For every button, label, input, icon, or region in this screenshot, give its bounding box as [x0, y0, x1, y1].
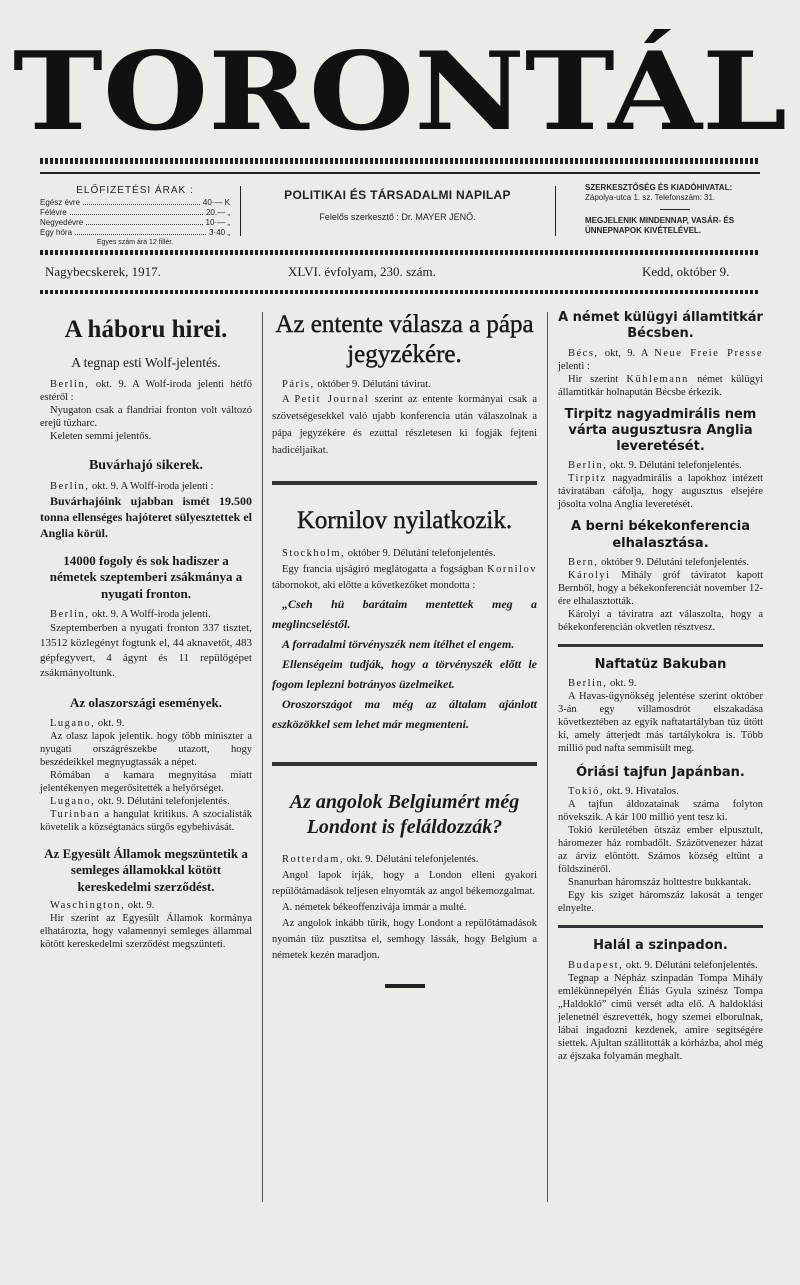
article-paragraph: A tajfun áldozatainak száma folyton növekszik. A kár 100 millió yent tesz ki. — [558, 799, 763, 824]
article-paragraph: Az olasz lapok jelentik. hogy több miniszter a nyugati országrészekbe utazott, hogy beszédeikkel megnyugtassák a népet. — [40, 731, 252, 769]
paper-subtitle: POLITIKAI ÉS TÁRSADALMI NAPILAP — [284, 188, 511, 202]
article-place: Stockholm, — [282, 547, 346, 559]
section-rule — [558, 925, 763, 928]
article-title: Az olaszországi események. — [70, 694, 222, 710]
article-paragraph: Nyugaton csak a flandriai fronton volt változó erejü tüzharc. — [40, 404, 252, 429]
article-paragraph: Rómában a kamara megnyitása miatt jelentékenyen megerősitették a helyőrséget. — [40, 770, 252, 795]
article-place: Berlin, — [50, 378, 90, 390]
article-place: Turinban — [50, 809, 101, 821]
price-row: Egész évre 40·— K — [40, 198, 230, 207]
quote: A forradalmi törvényszék nem itélhet el engem. — [282, 636, 515, 651]
article-paragraph: Keleten semmi jelentős. — [50, 430, 152, 442]
person-name: Károlyi — [568, 569, 611, 581]
masthead-ornament-top — [40, 158, 760, 164]
article-place: Páris, — [282, 379, 315, 390]
article-paragraph: A. németek békeoffenzivája immár a multé. — [282, 901, 467, 913]
article-place: Berlin, — [568, 678, 608, 689]
article-title: A német külügyi államtitkár Bécsben. — [558, 310, 763, 342]
newspaper-name: Petit Journal — [294, 394, 370, 405]
price-row: Egy hóra 3·40 „ — [40, 228, 230, 237]
section-rule — [272, 481, 537, 485]
article-place: Lugano, — [50, 796, 96, 808]
article-title: Óriási tajfun Japánban. — [576, 765, 745, 780]
dateline-ornament — [40, 290, 760, 294]
masthead-ornament-bottom — [40, 250, 760, 255]
dateline-date: Kedd, október 9. — [642, 264, 730, 279]
article-place: Budapest, — [568, 959, 624, 971]
article-place: Waschington, — [50, 899, 126, 911]
article-paragraph: Tokió kerületében ötszáz ember elpusztult, háromezer ház rombadőlt. Százötvenezer házat az árviz elöntött. Számos község eltünt a földszinéről. — [558, 825, 763, 876]
publication-schedule: MEGJELENIK MINDENNAP, VASÁR- ÉS ÜNNEPNAPOK KIVÉTELÉVEL. — [585, 216, 735, 235]
article-place: Tokió, — [568, 786, 604, 798]
article-paragraph: Szeptemberben a nyugati fronton 337 tisztet, 13512 közlegényt fogtunk el, 44 aknavetőt, 483 gépfegyvert, 4 ágynt és 11 repülőgépet zsákmányoltunk. — [40, 621, 252, 679]
article-paragraph: Károlyi a táviratra azt válaszolta, hogy a békekonferencián okvetlen résztvesz. — [558, 608, 763, 633]
office-heading: SZERKESZTŐSÉG ÉS KIADÓHIVATAL: — [585, 183, 733, 192]
article-place: Berlin, — [50, 481, 90, 493]
section-rule — [272, 762, 537, 766]
single-issue-price: Egyes szám ára 12 fillér. — [96, 239, 174, 246]
article-paragraph: A Havas-ügynökség jelentése szerint október 3-án egy villamosdrót elszakadása következtében az egyik naftatartályban tüz ütött ki, amely átterjedt más tartálykokra is. Több millió pud nafta semmisült meg. — [558, 691, 763, 754]
article-title: Tirpitz nagyadmirális nem várta augusztusra Anglia leveretését. — [564, 406, 757, 454]
article-title: 14000 fogoly és sok hadiszer a németek szeptemberi zsákmánya a nyugati fronton. — [49, 553, 243, 601]
dateline-place: Nagybecskerek, 1917. — [45, 264, 161, 279]
masthead-divider — [555, 186, 556, 236]
column-divider — [262, 312, 263, 1202]
article-title: Az Egyesült Államok megszüntetik a semleges államokkal kötött kereskedelmi szerződést. — [44, 846, 248, 894]
editor-line: Felelős szerkesztő : Dr. MAYER JENŐ. — [319, 212, 476, 222]
column-1: A háboru hirei. A tegnap esti Wolf-jelentés. Berlin, okt. 9. A Wolf-iroda jelenti hétfő estéről : Nyugaton csak a flandriai fronton volt változó erejü tüzharc. Keleten semmi jelentős. Buvárhajó sikerek. Berlin, okt. 9. A Wolff-iroda jelenti : Buvárhajóink ujabban ismét 19.500 tonna ellenséges hajóteret sülyesztettek el Anglia körül. 14000 fogoly és sok hadiszer a németek szeptemberi zsákmánya a nyugati fronton. Berlin, okt. 9. A Wolff-iroda jelenti. Szeptemberben a nyugati fronton 337 tisztet, 13512 közlegényt fogtunk el, 44 aknavetőt, 483 gépfegyvert, 4 ágynt és 11 repülőgépet zsákmányoltunk. Az olaszországi események. Lugano, okt. 9. Az olasz lapok jelentik. hogy több miniszter a nyugati országrészekbe utazott, hogy beszédeikkel megnyugtassák a népet. Rómában a kamara megnyitása miatt jelentékenyen megerősitették a helyőrséget. Lugano, okt. 9. Délutáni telefonjelentés. Turinban a hangulat kritikus. A szocialisták követelik a községtanács sürgős egybehivását. Az Egyesült Államok megszüntetik a semleges államokkal kötött kereskedelmi szerződést. Waschington, okt. 9. Hir szerint az Egyesült Államok kormánya elhatározta, hogy valamennyi semleges állammal kötött kereskedelmi szerződést megszünteti. — [40, 316, 252, 950]
quote: Ellenségeim tudják, hogy a törvényszék előtt le fogom leplezni botrányos üzelmeiket. — [272, 656, 537, 691]
quote: Oroszországot ma még az általam ajánlott eszközökkel sem lehet már megmenteni. — [272, 696, 537, 731]
article-paragraph: Hir szerint az Egyesült Államok kormánya elhatározta, hogy valamennyi semleges állammal kötött kereskedelmi szerződést megszünteti. — [40, 912, 252, 950]
quote: „Cseh hü barátaim mentettek meg a meglincseléstől. — [272, 596, 537, 631]
article-headline: Kornilov nyilatkozik. — [296, 507, 513, 534]
masthead-title: TORONTÁL — [12, 29, 788, 155]
column-divider — [547, 312, 548, 1202]
article-place: Bern, — [568, 556, 599, 568]
masthead-rule-top — [40, 172, 760, 174]
article-place: Lugano, — [50, 718, 96, 730]
column-2: Az entente válasza a pápa jegyzékére. Páris, október 9. Délutáni távirat. A Petit Journal szerint az entente kormányai csak a szövetségesekkel való ujabb konferencia után válaszolnak a pápa jegyzékére és ezuttal részletesen ki fogják fejteni hadicéljaikat. Kornilov nyilatkozik. Stockholm, október 9. Délutáni telefonjelentés. Egy francia ujságiró meglátogatta a fogságban Kornilov tábornokot, aki előtte a következőket mondotta : „Cseh hü barátaim mentettek meg a meglincseléstől. A forradalmi törvényszék nem itélhet el engem. Ellenségeim tudják, hogy a törvényszék előtt le fogom leplezni botrányos üzelmeiket. Oroszországot ma még az általam ajánlott eszközökkel sem lehet már megmenteni. Az angolok Belgiumért még Londont is feláldozzák? Rotterdam, okt. 9. Délutáni telefonjelentés. Angol lapok irják, hogy a London elleni gyakori repülőtámadások teljesen elnyomták az angol békemozgalmat. A. németek békeoffenzivája immár a multé. Az angolok inkább türik, hogy Londont a repülőtámadások nyomán tüz pusztitsa el, semhogy lássák, hogy Belgium a németek kezén maradjon. — [272, 310, 537, 988]
newspaper-name: Neue Freie Presse — [654, 347, 764, 359]
office-address: Zápolya-utca 1. sz. Telefonszám: 31. — [585, 193, 716, 202]
article-paragraph: Snanurban háromszáz holttestre bukkantak. — [568, 877, 752, 889]
article-title: Naftatüz Bakuban — [594, 656, 727, 672]
article-title: A berni békekonferencia elhalasztása. — [571, 519, 750, 551]
article-place: Berlin, — [50, 608, 90, 620]
article-paragraph: Buvárhajóink ujabban ismét 19.500 tonna ellenséges hajóteret sülyesztettek el Anglia körül. — [40, 494, 252, 541]
article-title: A tegnap esti Wolf-jelentés. — [71, 354, 221, 370]
article-paragraph: Egy kis sziget háromszáz lakosát a tenger elnyelte. — [558, 890, 763, 915]
article-paragraph: Tegnap a Népház szinpadán Tompa Mihály emlékünnepélyén Éliás Gyula szinész Tompa „Haldokló” cimü versét adta elő. A haldoklási jelenetnél észrevették, hogy szemei elborulnak, lábai ingadozni kezdenek, amire segitségére siettek. Ajultan szállitották a kórházba, ahol még az éjszaka folyamán meghalt. — [558, 972, 763, 1062]
article-place: Bécs, — [568, 347, 599, 359]
person-name: Kühlemann — [626, 373, 689, 385]
dateline-issue: XLVI. évfolyam, 230. szám. — [288, 264, 436, 279]
price-row: Negyedévre 10·— „ — [40, 218, 230, 227]
end-mark — [385, 984, 425, 988]
column-3: A német külügyi államtitkár Bécsben. Bécs, okt, 9. A Neue Freie Presse jelenti : Hir szerint Kühlemann német külügyi államtitkár holnapután Bécsbe érkezik. Tirpitz nagyadmirális nem várta augusztusra Anglia leveretését. Berlin, okt. 9. Délutáni telefonjelentés. Tirpitz nagyadmirális a lapokhoz intézett táviratában cáfolja, hogy augusztus elsejére jósolta volna Anglia leveretését. A berni békekonferencia elhalasztása. Bern, október 9. Délutáni telefonjelentés. Károlyi Mihály gróf táviratot kapott Bernből, hogy a békekonferenciát november 12-ére elhalasztották. Károlyi a táviratra azt válaszolta, hogy a békekonferencián okvetlen résztvesz. Naftatüz Bakuban Berlin, okt. 9. A Havas-ügynökség jelentése szerint október 3-án egy villamosdrót elszakadása következtében az egyik naftatartályban tüz ütött ki, amely átterjedt más tartálykokra is. Több millió pud nafta semmisült meg. Óriási tajfun Japánban. Tokió, okt. 9. Hivatalos. A tajfun áldozatainak száma folyton növekszik. A kár 100 millió yent tesz ki. Tokió kerületében ötszáz ember elpusztult, háromezer ház rombadőlt. Százötvenezer házat az árviz elöntött. Számos község eltünt a földszinéről. Snanurban háromszáz holttestre bukkantak. Egy kis sziget háromszáz lakosát a tenger elnyelte. Halál a szinpadon. Budapest, okt. 9. Délutáni telefonjelentés. Tegnap a Népház szinpadán Tompa Mihály emlékünnepélyén Éliás Gyula szinész Tompa „Haldokló” cimü versét adta elő. A haldoklási jelenetnél észrevették, hogy szemei elborulnak, lábai ingadozni kezdenek, amire segitségére siettek. Ajultan szállitották a kórházba, ahol még az éjszaka folyamán meghalt. — [558, 310, 764, 1062]
person-name: Tirpitz — [568, 473, 607, 485]
masthead-center — [245, 188, 550, 222]
article-paragraph: Az angolok inkább türik, hogy Londont a repülőtámadások nyomán tüz pusztitsa el, semhogy lássák, hogy Belgium a németek kezén maradjon. — [272, 917, 537, 961]
article-place: Berlin, — [568, 460, 608, 472]
main-headline: A háboru hirei. — [64, 316, 228, 343]
article-paragraph: Angol lapok irják, hogy a London elleni gyakori repülőtámadások teljesen elnyomták az angol békemozgalmat. — [272, 869, 537, 897]
section-rule — [558, 644, 763, 647]
masthead-divider — [240, 186, 241, 236]
article-title: Halál a szinpadon. — [593, 938, 728, 954]
article-headline: Az angolok Belgiumért még Londont is feláldozzák? — [289, 790, 520, 838]
subscription-prices — [40, 186, 230, 248]
masthead-office — [585, 183, 765, 236]
article-headline: Az entente válasza a pápa jegyzékére. — [275, 311, 534, 368]
subscription-heading: ELŐFIZETÉSI ÁRAK : — [76, 185, 194, 196]
article-place: Rotterdam, — [282, 853, 344, 865]
article-title: Buvárhajó sikerek. — [88, 457, 204, 473]
price-row: Félévre 20.— „ — [40, 208, 230, 217]
person-name: Kornilov — [487, 563, 537, 575]
